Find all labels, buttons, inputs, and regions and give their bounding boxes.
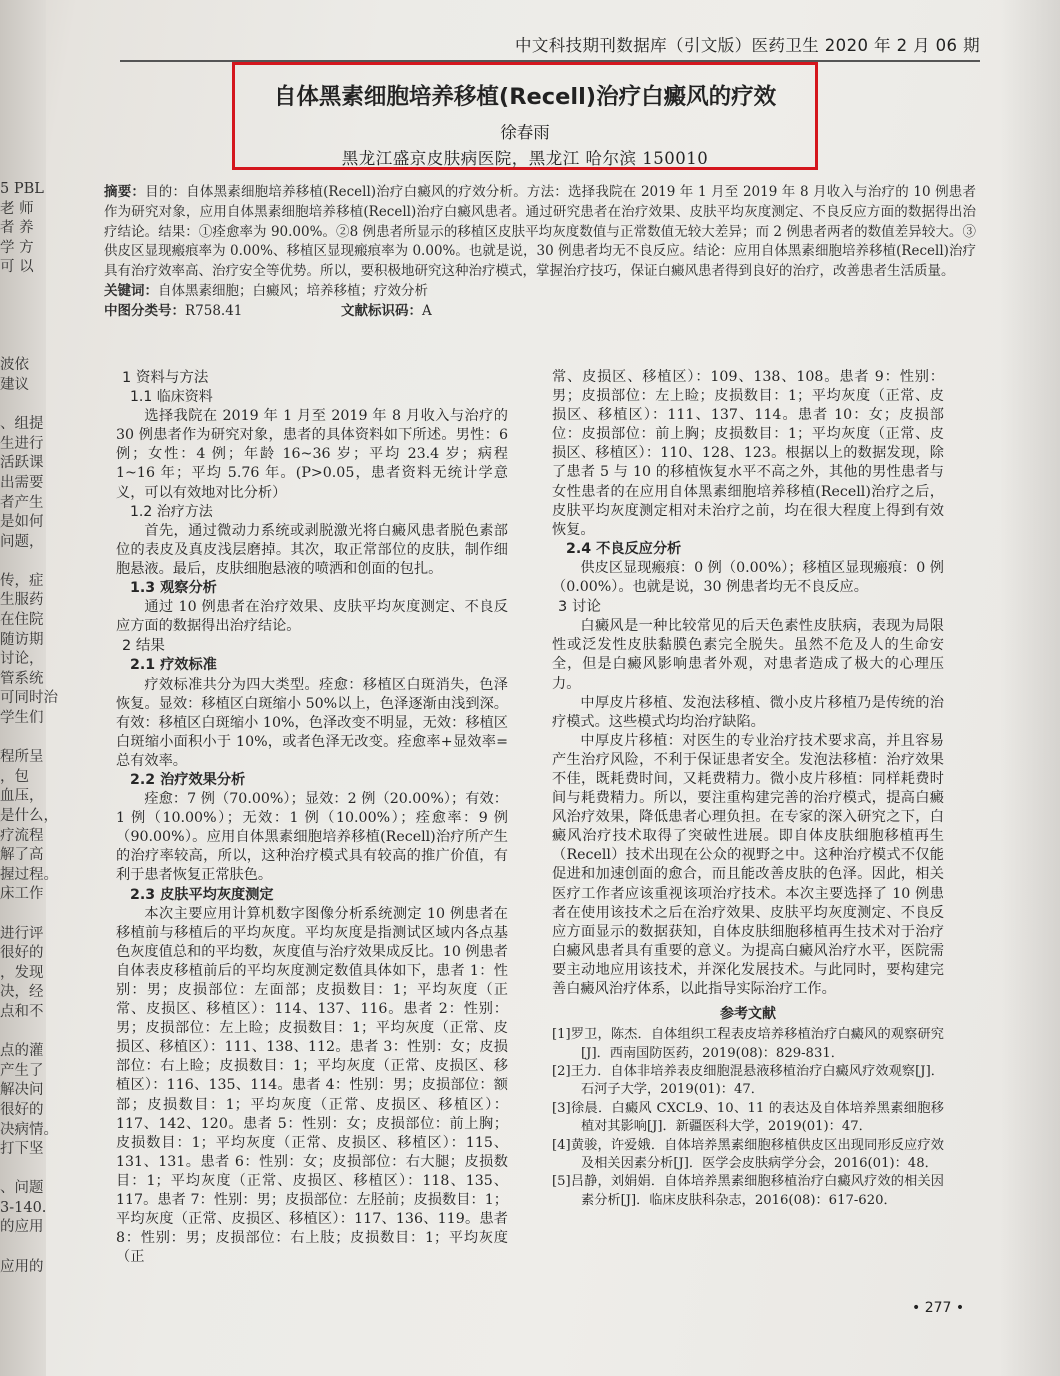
previous-page-line	[0, 552, 70, 572]
previous-page-line: 生服药	[0, 592, 44, 609]
previous-page-line: 疗流程	[0, 827, 44, 844]
previous-page-line: 是如何	[0, 514, 44, 531]
previous-page-line: 传，症	[0, 572, 44, 589]
previous-page-line	[0, 317, 70, 337]
previous-page-line: 是什么，	[0, 808, 58, 824]
keywords-label: 关键词：	[104, 282, 158, 299]
previous-page-line: 者 养	[0, 220, 34, 237]
previous-page-line: ，发现	[0, 964, 44, 981]
reference-item: [4]黄骏，许爱娥．自体培养黑素细胞移植供皮区出现同形反应疗效及相关因素分析[J]．医学会皮肤病学分会，2016(01)：48．	[552, 1137, 944, 1172]
previous-page-line: 出需要	[0, 474, 44, 491]
previous-page-line: 随访期	[0, 631, 44, 648]
previous-page-line	[0, 298, 70, 318]
previous-page-line: ，包	[0, 768, 29, 785]
paragraph: 痊愈：7 例（70.00%）；显效：2 例（20.00%）；有效：1 例（10.00%）；无效：1 例（10.00%）；痊愈率：9 例（90.00%）。应用自体黑素细胞培养移植(Recell)治疗所产生的治疗率较高，所以，这种治疗模式具有较高的推广价值，有利于患者恢复正常肤色。	[116, 791, 508, 884]
section-heading: 1.1 临床资料	[130, 389, 213, 406]
reference-item: [3]徐晨．白癜风 CXCL9、10、11 的表达及自体培养黑素细胞移植对其影响[J]．新疆医科大学，2019(01)：47．	[552, 1100, 944, 1135]
right-column-body	[552, 368, 944, 999]
paragraph: 白癜风是一种比较常见的后天色素性皮肤病，表现为局限性或泛发性皮肤黏膜色素完全脱失。虽然不危及人的生命安全，但是白癜风影响患者外观，对患者造成了极大的心理压力。	[552, 618, 944, 692]
previous-page-line: 讨论，	[0, 651, 44, 668]
author-affiliation: 黑龙江盛京皮肤病医院，黑龙江 哈尔滨 150010	[341, 149, 709, 168]
previous-page-line: 建议	[0, 376, 29, 393]
keywords: 自体黑素细胞；白癜风；培养移植；疗效分析	[158, 282, 428, 299]
previous-page-line: 可 以	[0, 259, 34, 276]
section-heading: 3 讨论	[558, 599, 601, 616]
previous-page-line	[0, 337, 70, 357]
previous-page-line: 在住院	[0, 612, 44, 629]
doc-code-label: 文献标识码：	[341, 302, 422, 319]
previous-page-line: 可同时治	[0, 690, 58, 707]
title-highlight-box	[232, 62, 818, 170]
reference-item: [2]王力．自体非培养表皮细胞混悬液移植治疗白癜风疗效观察[J]．石河子大学，2019(01)：47．	[552, 1064, 944, 1098]
paragraph: 首先，通过微动力系统或剥脱激光将白癜风患者脱色素部位的表皮及真皮浅层磨掉。其次，取正常部位的皮肤，制作细胞悬液。最后，皮肤细胞悬液的喷洒和创面的包扎。	[116, 522, 508, 577]
keywords-row	[104, 282, 976, 302]
previous-page-line	[0, 1238, 70, 1258]
article-author: 徐春雨	[500, 123, 550, 142]
previous-page-line: 决，经	[0, 984, 44, 1001]
section-heading: 1.3 观察分析	[130, 580, 217, 597]
section-heading: 2 结果	[122, 638, 165, 655]
right-column	[552, 368, 944, 1210]
previous-page-fragments	[0, 180, 70, 1277]
section-heading: 1.2 治疗方法	[130, 503, 213, 520]
clc-label: 中图分类号：	[104, 302, 185, 319]
previous-page-line: 产生了	[0, 1062, 44, 1079]
classification-row	[104, 302, 976, 322]
abstract-block	[104, 183, 976, 322]
previous-page-line: 解了高	[0, 847, 44, 864]
previous-page-line: 点的灌	[0, 1043, 44, 1060]
previous-page-line: 、问题	[0, 1180, 44, 1197]
previous-page-line	[0, 1023, 70, 1043]
previous-page-line: 波依	[0, 357, 29, 374]
previous-page-line: 很好的	[0, 945, 44, 962]
section-heading: 2.2 治疗效果分析	[130, 771, 246, 788]
paragraph: 本次主要应用计算机数字图像分析系统测定 10 例患者在移植前与移植后的平均灰度。平均灰度是指测试区域内各点基色灰度值总和的平均数，灰度值与治疗效果成反比。10 例患者自体表皮移植前后的平均灰度测定数值具体如下，患者 1：性别：男；皮损部位：左面部；皮损数目：1；平均灰度（正常、皮损区、移植区）：114、137、116。患者 2：性别：男；皮损部位：左上睑；皮损数目：1；平均灰度（正常、皮损区、移植区）：111、138、112。患者 3：性别：女；皮损部位：右上睑；皮损数目：1；平均灰度（正常、皮损区、移植区）：116、135、114。患者 4：性别：男；皮损部位：额部；皮损数目：1；平均灰度（正常、皮损区、移植区）：117、142、120。患者 5：性别：女；皮损部位：前上胸；皮损数目：1；平均灰度（正常、皮损区、移植区）：115、131、131。患者 6：性别：女；皮损部位：右大腿；皮损数目：1；平均灰度（正常、皮损区、移植区）：118、135、117。患者 7：性别：男；皮损部位：左胫前；皮损数目：1；平均灰度（正常、皮损区、移植区）：117、136、119。患者 8：性别：男；皮损部位：右上肢；皮损数目：1；平均灰度（正	[116, 905, 508, 1266]
references-title: 参考文献	[720, 1006, 776, 1023]
previous-page-line: 、组提	[0, 416, 44, 433]
abstract-label: 摘要：	[104, 184, 146, 200]
abstract-text	[104, 183, 976, 282]
section-heading: 1 资料与方法	[122, 370, 209, 386]
section-heading: 2.3 皮肤平均灰度测定	[130, 886, 274, 903]
previous-page-line: 程所呈	[0, 749, 44, 766]
page-number: • 277 •	[912, 1300, 965, 1316]
previous-page-line	[0, 278, 70, 298]
previous-page-line: 者产生	[0, 494, 44, 511]
previous-page-line: 问题，	[0, 533, 44, 550]
previous-page-line: 生进行	[0, 435, 44, 452]
page-shadow	[1000, 0, 1060, 1376]
paragraph: 中厚皮片移植、发泡法移植、微小皮片移植乃是传统的治疗模式。这些模式均均治疗缺陷。	[552, 694, 944, 730]
references-list	[552, 1026, 944, 1210]
paragraph: 中厚皮片移植：对医生的专业治疗技术要求高，并且容易产生治疗风险，不利于保证患者安全。发泡法移植：治疗效果不佳，既耗费时间，又耗费精力。微小皮片移植：同样耗费时间与耗费精力。所以，要注重构建完善的治疗模式，提高白癜风治疗效果，降低患者心理负担。在专家的深入研究之下，白癜风治疗技术取得了突破性进展。即自体皮肤细胞移植再生（Recell）技术出现在公众的视野之中。这种治疗模式不仅能促进和加速创面的愈合，而且能改善皮肤的色泽。因此，相关医疗工作者应该重视该项治疗技术。本次主要选择了 10 例患者在使用该技术之后在治疗效果、皮肤平均灰度测定、不良反应方面显示的数据获知，自体皮肤细胞移植再生技术对于治疗白癜风患者具有重要的意义。为提高白癜风治疗水平，医院需要主动地应用该技术，并深化发展技术。与此同时，要构建完善白癜风治疗体系，以此指导实际治疗工作。	[552, 732, 944, 997]
section-heading: 2.4 不良反应分析	[566, 540, 682, 557]
previous-page-line: 管系统	[0, 670, 44, 687]
previous-page-line: 应用的	[0, 1258, 44, 1275]
previous-page-line: 的应用	[0, 1219, 44, 1236]
previous-page-line	[0, 729, 70, 749]
previous-page-line: 床工作	[0, 886, 44, 903]
previous-page-line	[0, 396, 70, 416]
previous-page-line: 握过程。	[0, 866, 58, 883]
previous-page-line: 3-140.	[0, 1199, 47, 1216]
paragraph: 通过 10 例患者在治疗效果、皮肤平均灰度测定、不良反应方面的数据得出治疗结论。	[116, 599, 508, 635]
previous-page-line: 点和不	[0, 1003, 44, 1020]
previous-page-line: 老 师	[0, 200, 34, 217]
previous-page-line: 学 方	[0, 239, 34, 256]
section-heading: 2.1 疗效标准	[130, 657, 217, 674]
previous-page-line: 解决问	[0, 1082, 44, 1099]
left-column	[116, 368, 508, 1267]
doc-code: A	[422, 302, 432, 319]
article-title: 自体黑素细胞培养移植(Recell)治疗白癜风的疗效	[273, 84, 777, 110]
previous-page-line: 学生们	[0, 710, 44, 727]
paragraph: 选择我院在 2019 年 1 月至 2019 年 8 月收入与治疗的 30 例患者作为研究对象，患者的具体资料如下所述。男性：6 例；女性：4 例；年龄 16~36 岁；平均 23.4 岁；病程 1~16 年；平均 5.76 年。(P>0.05，患者资料无统计学意义，可以有效地对比分析）	[116, 408, 508, 501]
reference-item: [5]吕静，刘娟娟．自体培养黑素细胞移植治疗白癜风疗效的相关因素分析[J]．临床皮肤科杂志，2016(08)：617-620．	[552, 1174, 944, 1208]
previous-page-line	[0, 905, 70, 925]
previous-page-line: 打下坚	[0, 1141, 44, 1158]
reference-item: [1]罗卫，陈杰．自体组织工程表皮培养移植治疗白癜风的观察研究[J]．西南国防医药，2019(08)：829-831．	[552, 1027, 944, 1061]
paragraph: 疗效标准共分为四大类型。痊愈：移植区白斑消失，色泽恢复。显效：移植区白斑缩小 50%以上，色泽逐渐由浅到深。有效：移植区白斑缩小 10%，色泽改变不明显，无效：移植区白斑缩小面积小于 10%，或者色泽无改变。痊愈率+显效率=总有效率。	[116, 676, 508, 769]
previous-page-line	[0, 1160, 70, 1180]
previous-page-line: 活跃课	[0, 455, 44, 472]
previous-page-line: 5 PBL	[0, 181, 44, 197]
previous-page-line: 进行评	[0, 925, 44, 942]
previous-page-line: 决病情。	[0, 1121, 58, 1138]
paragraph: 供皮区显现瘢痕：0 例（0.00%）；移植区显现瘢痕：0 例（0.00%）。也就是说，30 例患者均无不良反应。	[552, 559, 944, 596]
paragraph: 常、皮损区、移植区）：109、138、108。患者 9：性别：男；皮损部位：左上睑；皮损数目：1；平均灰度（正常、皮损区、移植区）：111、137、114。患者 10：女；皮损部位：皮损部位：前上胸；皮损数目：1；平均灰度（正常、皮损区、移植区）：110、128、123。根据以上的数据发现，除了患者 5 与 10 的移植恢复水平不高之外，其他的男性患者与女性患者的在应用自体黑素细胞培养移植(Recell)治疗之后，皮肤平均灰度测定相对未治疗之前，均在很大程度上得到有效恢复。	[552, 369, 944, 538]
previous-page-line: 很好的	[0, 1101, 44, 1118]
abstract-body: 目的：自体黑素细胞培养移植(Recell)治疗白癜风的疗效分析。方法：选择我院在 2019 年 1 月至 2019 年 8 月收入与治疗的 10 例患者作为研究对象，应用自体黑素细胞培养移植(Recell)治疗白癜风患者。通过研究患者在治疗效果、皮肤平均灰度测定、不良反应方面的数据得出治疗结论。结果：①痊愈率为 90.00%。②8 例患者所显示的移植区皮肤平均灰度数值与正常数值无较大差异；而 2 例患者两者的数值差异较大。③供皮区显现瘢痕率为 0.00%、移植区显现瘢痕率为 0.00%。也就是说，30 例患者均无不良反应。结论：应用自体黑素细胞培养移植(Recell)治疗具有治疗效率高、治疗安全等优势。所以，要积极地研究这种治疗模式，掌握治疗技巧，保证白癜风患者得到良好的治疗，改善患者生活质量。	[104, 184, 976, 280]
journal-header: 中文科技期刊数据库（引文版）医药卫生 2020 年 2 月 06 期	[514, 36, 980, 55]
clc-number: R758.41	[185, 302, 243, 319]
previous-page-line: 血压，	[0, 788, 44, 805]
